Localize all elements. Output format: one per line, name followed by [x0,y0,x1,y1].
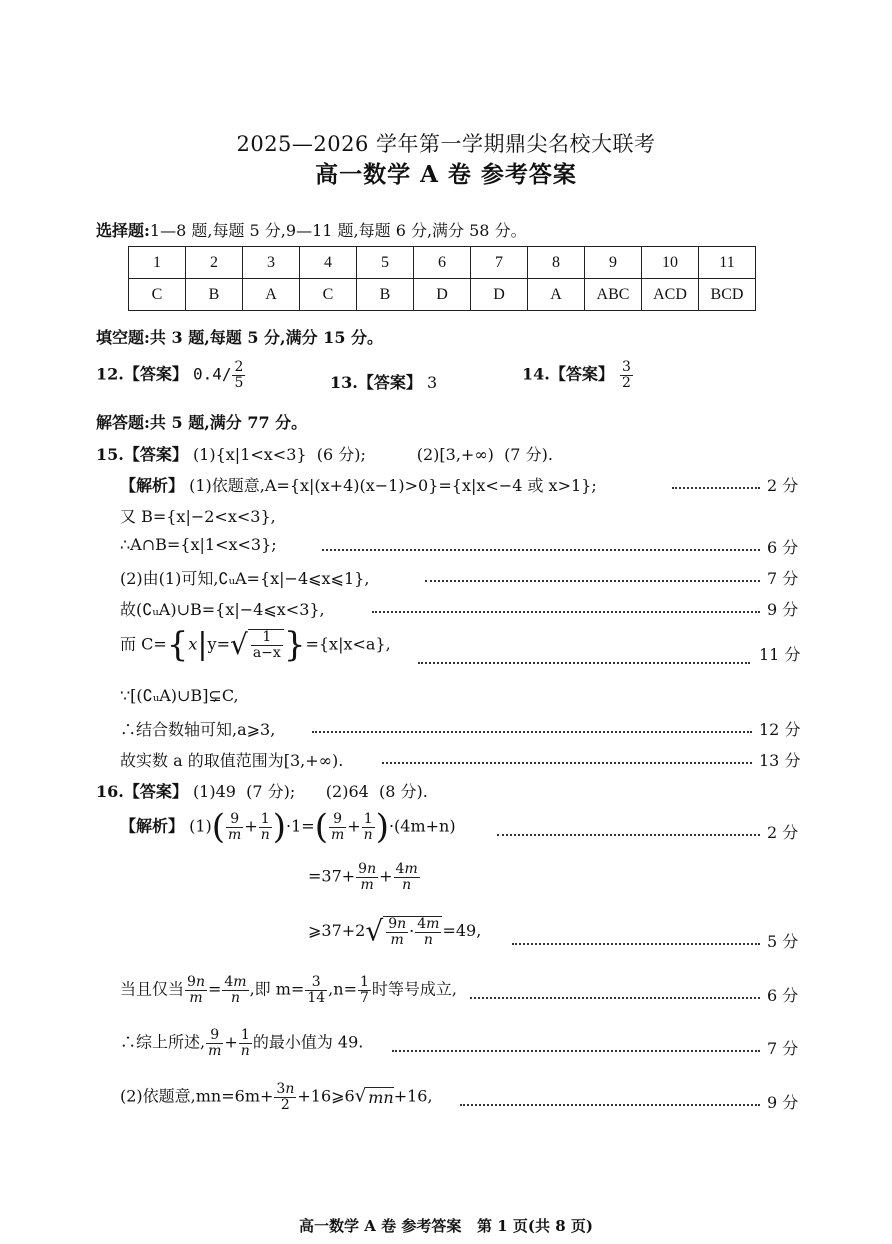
leader-dots [312,731,752,733]
q15-line6-num: 1 [251,630,283,646]
choice-heading: 选择题: [96,221,150,240]
table-cell-question-number: 9 [585,247,642,279]
q16-line6-end: +16, [393,1086,433,1106]
q12-answer [96,360,246,390]
q12-label: 12.【答案】 [96,364,188,384]
q13-value: 3 [426,373,438,392]
q16-line5-pre: ∴综上所述, [120,1032,206,1052]
table-cell-answer: A [528,279,585,311]
table-cell-answer: ABC [585,279,642,311]
q16-line6-pre: (2)依题意,mn=6m+ [120,1086,274,1106]
table-cell-question-number: 8 [528,247,585,279]
q12-numerator: 2 [234,359,244,375]
leader-dots [470,997,760,999]
leader-dots [425,580,760,582]
q16-score3: 5 分 [767,932,799,951]
table-cell-answer: C [300,279,357,311]
q13-label: 13.【答案】 [330,373,422,392]
q15-score8: 12 分 [759,720,801,739]
q16-answer [96,779,428,802]
table-cell-question-number: 6 [414,247,471,279]
q14-numerator: 3 [621,359,631,375]
q16-line4-pre: 当且仅当 [120,979,185,999]
q15-score9: 13 分 [759,751,801,770]
q15-score1: 2 分 [767,476,799,495]
q15-line1-text: (1)依题意,A={x|(x+4)(x−1)>0}={x|x<−4 或 x>1}; [189,476,597,495]
q13-answer [330,370,437,393]
q15-answer-text: (1){x|1<x<3} (6 分); (2)[3,+∞) (7 分). [192,445,553,464]
q16-line4-mid3: ,n= [328,979,357,999]
table-cell-answer: B [357,279,414,311]
q12-value: 0.4/ [192,364,232,384]
q14-denominator: 2 [621,374,631,391]
solve-desc: 共 5 题,满分 77 分。 [149,413,308,432]
q16-score4: 6 分 [767,986,799,1005]
leader-dots [512,943,760,945]
table-row-answers [129,279,756,311]
q12-denominator: 5 [234,374,244,391]
table-cell-answer: B [186,279,243,311]
q15-score3: 6 分 [767,538,799,557]
q16-line5: ∴综上所述, $\frac{9}{m}$ + $\frac{1}{n}$ 的最小值为 49. [120,1027,364,1059]
page-footer: 高一数学 A 卷 参考答案 第 1 页(共 8 页) [299,1217,593,1235]
q16-line2-pre: =37+ [308,866,356,886]
table-cell-question-number: 11 [699,247,756,279]
table-cell-question-number: 2 [186,247,243,279]
q16-line4-post: 时等号成立, [371,979,457,999]
q16-score1: 2 分 [767,823,799,842]
q15-score4: 7 分 [767,569,799,588]
q16-line4-mid2: ,即 m= [249,979,305,999]
document-title: 2025—2026 学年第一学期鼎尖名校大联考 [236,132,656,156]
solve-heading-line [96,410,307,433]
q16-line6-sqrt: mn [368,1088,394,1108]
q16-line1-mid: ·1= [286,816,315,836]
q15-line1 [120,473,597,496]
leader-dots [392,1050,760,1052]
solve-heading: 解答题: [96,413,150,432]
table-cell-question-number: 4 [300,247,357,279]
leader-dots [322,549,760,551]
table-cell-question-number: 7 [471,247,528,279]
q16-line6-post: +16⩾6 [297,1086,355,1106]
q16-line4: 当且仅当 $\frac{9n}{m}$ = $\frac{4m}{n}$ ,即 m= $\frac{3}{14}$ ,n= $\frac{1}{7}$ 时等号成立, [120,974,457,1006]
q15-answer [96,442,553,465]
table-cell-answer: BCD [699,279,756,311]
q15-line4: (2)由(1)可知,∁ᵤA={x|−4⩽x⩽1}, [120,569,370,588]
fill-heading-line [96,325,383,348]
q16-line3: ⩾37+2√ $\frac{9n}{m}$ · $\frac{4m}{n}$ =49, [308,914,482,948]
leader-dots [497,834,760,836]
table-cell-question-number: 3 [243,247,300,279]
q15-line6-d: ={x|x<a}, [305,634,391,654]
table-cell-answer: ACD [642,279,699,311]
q16-analysis-label: 【解析】 [120,816,185,836]
q16-line5-post: 的最小值为 49. [252,1032,364,1052]
fill-heading: 填空题: [96,328,150,347]
leader-dots [372,611,760,613]
q16-line1: 【解析】 (1)( $\frac{9}{m}$ + $\frac{1}{n}$ )·1=( $\frac{9}{m}$ + $\frac{1}{n}$ )·(4m+n) [120,807,456,847]
q16-line6: (2)依题意,mn=6m+ $\frac{3n}{2}$ +16⩾6√ mn+16, [120,1081,433,1113]
table-cell-answer: C [129,279,186,311]
q15-line7: ∵[(∁ᵤA)∪B]⊊C, [120,686,239,705]
q16-line2: =37+ $\frac{9n}{m}$ + $\frac{4m}{n}$ [308,861,418,893]
table-cell-answer: D [414,279,471,311]
q14-label: 14.【答案】 [522,364,614,384]
q16-score5: 7 分 [767,1039,799,1058]
q15-line8: ∴结合数轴可知,a⩾3, [120,720,276,739]
table-cell-question-number: 1 [129,247,186,279]
table-row-numbers [129,247,756,279]
q15-line5: 故(∁ᵤA)∪B={x|−4⩽x<3}, [120,600,325,619]
q16-line1-post: ·(4m+n) [388,816,456,836]
table-cell-question-number: 5 [357,247,414,279]
leader-dots [382,762,752,764]
q15-analysis-label: 【解析】 [120,476,185,495]
q15-score5: 9 分 [767,600,799,619]
q14-answer [522,360,634,390]
table-cell-question-number: 10 [642,247,699,279]
leader-dots [460,1104,760,1106]
table-cell-answer: A [243,279,300,311]
q16-score6: 9 分 [767,1093,799,1112]
fill-desc: 共 3 题,每题 5 分,满分 15 分。 [149,328,384,347]
q15-line6-a: 而 C= [120,634,167,654]
choice-heading-line [96,218,527,241]
leader-dots [672,487,760,489]
q16-line4-mid1: = [207,979,222,999]
q15-line3: ∴A∩B={x|1<x<3}; [120,535,277,554]
leader-dots [418,662,750,664]
q15-line2: 又 B={x|−2<x<3}, [120,507,276,526]
q15-answer-label: 15.【答案】 [96,445,188,464]
q15-score6: 11 分 [759,645,801,664]
document-subtitle: 高一数学 A 卷 参考答案 [315,161,577,188]
q16-answer-text: (1)49 (7 分); (2)64 (8 分). [192,782,428,801]
q15-line6-c: y= [207,634,230,654]
q16-answer-label: 16.【答案】 [96,782,188,801]
q15-line6-var: x [188,634,198,654]
q16-line1-pre: (1) [189,816,212,836]
q16-line3-post: =49, [442,921,482,941]
choice-desc: 1—8 题,每题 5 分,9—11 题,每题 6 分,满分 58 分。 [149,221,527,240]
table-cell-answer: D [471,279,528,311]
q15-line6-den: a−x [252,645,281,661]
choice-answer-table [128,246,756,311]
q15-line9: 故实数 a 的取值范围为[3,+∞). [120,751,344,770]
q15-line6: 而 C={x|y=√ $\frac{1}{a-x}$ }={x|x<a}, [120,625,391,665]
q16-line3-pre: ⩾37+2 [308,921,366,941]
